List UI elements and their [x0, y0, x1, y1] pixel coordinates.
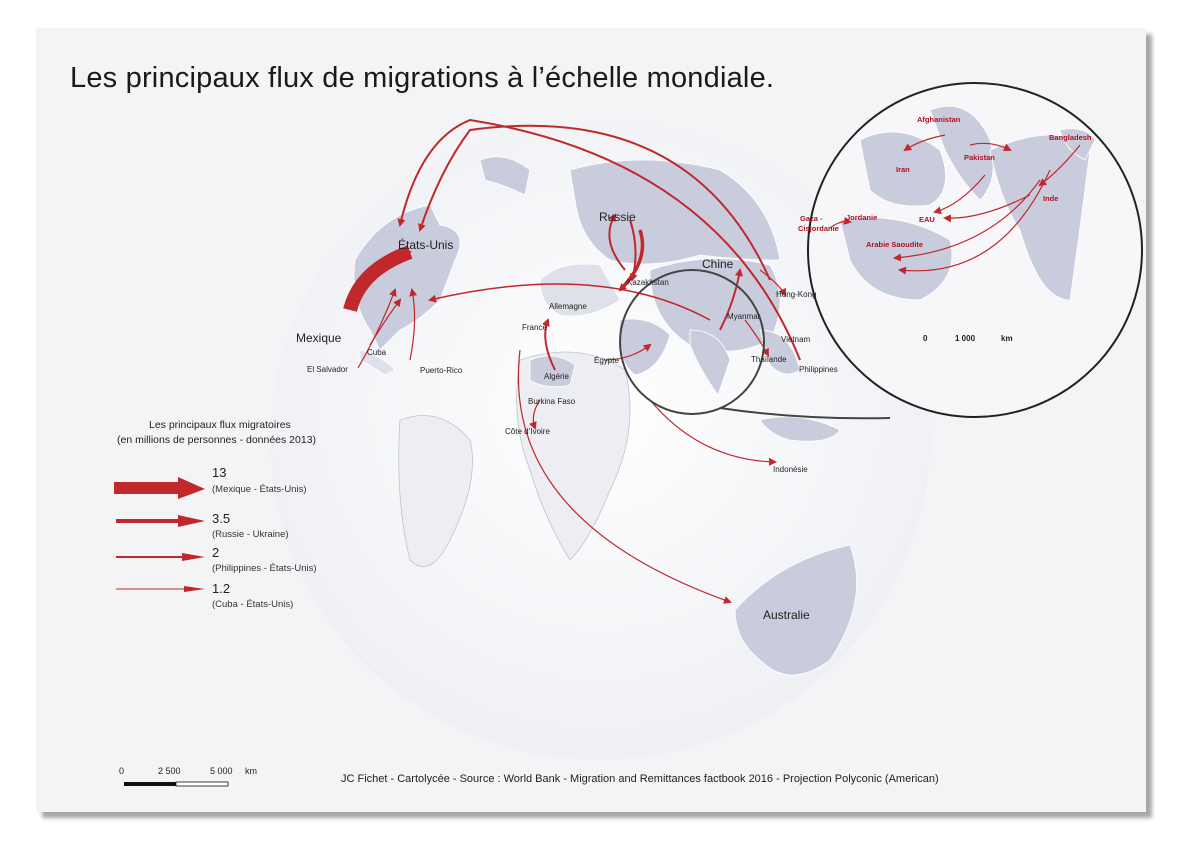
- label-allemagne: Allemagne: [549, 302, 587, 311]
- inset-label-eau: EAU: [919, 215, 935, 224]
- scalebar-unit: km: [245, 766, 257, 776]
- label-etats-unis: États-Unis: [398, 238, 454, 252]
- label-chine: Chine: [702, 257, 734, 271]
- legend-arrow-1-2: [116, 586, 205, 592]
- legend-subtitle-line: (en millions de personnes - données 2013): [117, 434, 317, 446]
- scalebar-zero: 0: [119, 766, 125, 776]
- inset-label-pakistan: Pakistan: [964, 153, 995, 162]
- label-australie: Australie: [763, 608, 810, 622]
- label-egypte: Égypte: [594, 356, 619, 365]
- inset-label-bangladesh: Bangladesh: [1049, 133, 1092, 142]
- inset-scale-unit: km: [1001, 334, 1013, 343]
- label-el-salvador: El Salvador: [307, 365, 348, 374]
- label-philippines: Philippines: [799, 365, 838, 374]
- legend-arrow-2: [116, 553, 205, 561]
- scalebar: [124, 782, 228, 786]
- legend-example-1-2: (Cuba - États-Unis): [212, 599, 294, 610]
- label-cote-divoire: Côte d’Ivoire: [505, 427, 550, 436]
- inset-label-cisjordanie: Cisjordanie: [798, 224, 839, 233]
- legend-title-line: Les principaux flux migratoires: [149, 419, 291, 431]
- label-russie: Russie: [599, 210, 636, 224]
- scalebar-mid: 2 500: [158, 766, 181, 776]
- label-hong-kong: Hong-Kong: [776, 290, 817, 299]
- legend-arrow-3-5: [116, 515, 205, 527]
- label-myanmar: Myanmar: [727, 312, 761, 321]
- legend-value-1-2: 1.2: [212, 581, 231, 596]
- legend-arrows: [114, 477, 205, 592]
- label-puerto-rico: Puerto-Rico: [420, 366, 463, 375]
- legend-arrow-13: [114, 477, 205, 499]
- label-indonesie: Indonésie: [773, 465, 808, 474]
- source-credit: JC Fichet - Cartolycée - Source : World Bank - Migration and Remittances factbook 2016 - Projection Polyconic (American): [341, 773, 939, 785]
- inset-label-afghanistan: Afghanistan: [917, 115, 961, 124]
- label-algerie: Algérie: [544, 372, 569, 381]
- inset-label-arabie-saoudite: Arabie Saoudite: [866, 240, 924, 249]
- legend-title: [117, 418, 357, 448]
- legend-example-13: (Mexique - États-Unis): [212, 484, 307, 495]
- legend-example-3-5: (Russie - Ukraine): [212, 529, 289, 540]
- scalebar-max: 5 000: [210, 766, 233, 776]
- legend-value-2: 2: [212, 545, 220, 560]
- map-title: Les principaux flux de migrations à l’échelle mondiale.: [70, 62, 775, 94]
- label-kazakhstan: Kazakhstan: [627, 278, 669, 287]
- legend-value-13: 13: [212, 465, 227, 480]
- inset-label-jordanie: Jordanie: [846, 213, 878, 222]
- inset-label-gaza: Gaza -: [800, 214, 823, 223]
- inset-scale-value: 1 000: [955, 334, 976, 343]
- label-vietnam: Vietnam: [781, 335, 811, 344]
- inset-scale-zero: 0: [923, 334, 928, 343]
- inset-label-inde: Inde: [1043, 194, 1059, 203]
- label-cuba: Cuba: [367, 348, 387, 357]
- label-france: France: [522, 323, 547, 332]
- label-mexique: Mexique: [296, 331, 342, 345]
- label-burkina-faso: Burkina Faso: [528, 397, 576, 406]
- legend-example-2: (Philippines - États-Unis): [212, 563, 317, 574]
- legend-value-3-5: 3.5: [212, 511, 231, 526]
- label-thailande: Thaïlande: [751, 355, 787, 364]
- inset-label-iran: Iran: [896, 165, 910, 174]
